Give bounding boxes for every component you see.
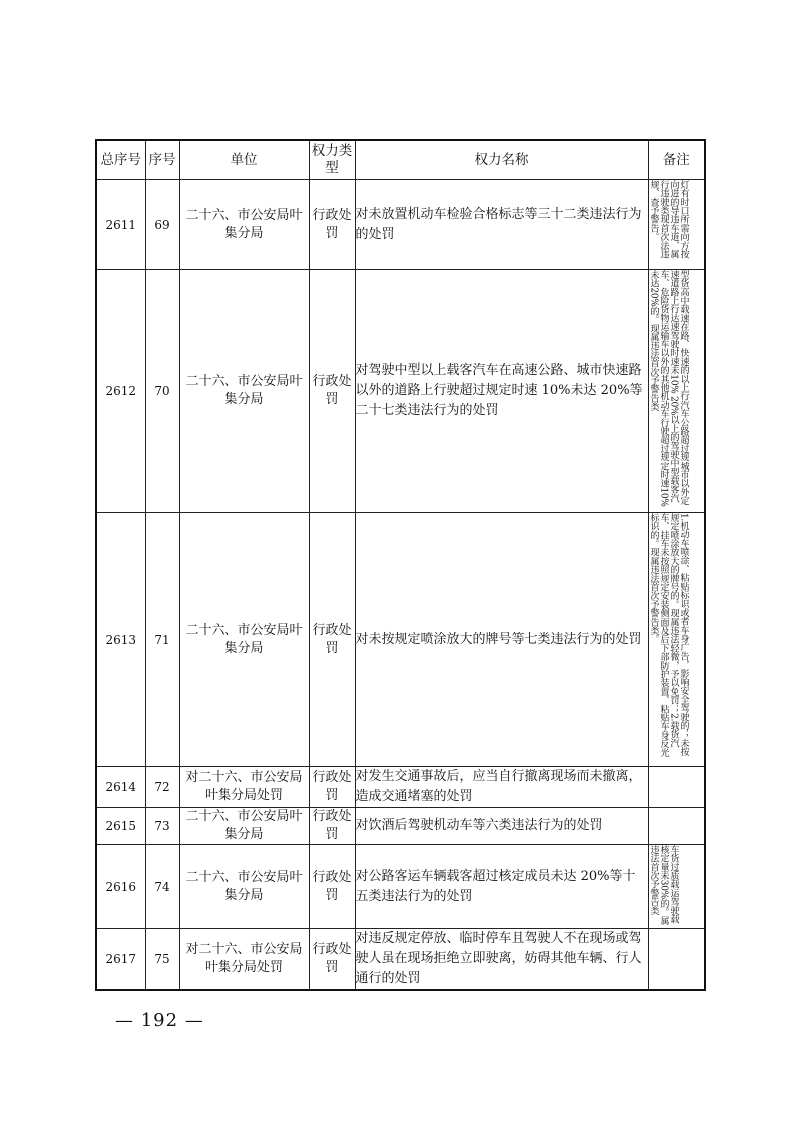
seq-no-cell: 69 bbox=[145, 180, 179, 270]
power-name-cell: 对驾驶中型以上载客汽车在高速公路、城市快速路以外的道路上行驶超过规定时速 10%未达 20%等二十七类违法行为的处罚 bbox=[355, 270, 648, 513]
seq-no-cell: 71 bbox=[145, 513, 179, 767]
table-row bbox=[96, 767, 705, 808]
power-list-table bbox=[95, 139, 706, 991]
remark-text: 型货高中载速在路、快速的以上行汽车公路超过规城市以外定速道路上行达速驾驶时速未10% 20%以上的驾驶中型载客汽车、危险货物运输车以外的其他机动车行驶超过规定时速10%未达20%的。现属违法首次予警告类 bbox=[648, 270, 689, 507]
table-row bbox=[96, 808, 705, 845]
header-unit: 单位 bbox=[179, 140, 309, 180]
power-name-cell: 对未放置机动车检验合格标志等三十二类违法行为的处罚 bbox=[355, 180, 648, 270]
table-row bbox=[96, 513, 705, 767]
remark-cell bbox=[648, 270, 705, 513]
total-no-cell: 2617 bbox=[96, 929, 145, 991]
unit-cell: 二十六、市公安局叶集分局 bbox=[179, 808, 309, 845]
unit-cell: 二十六、市公安局叶集分局 bbox=[179, 513, 309, 767]
total-no-cell: 2611 bbox=[96, 180, 145, 270]
power-name-cell: 对发生交通事故后，应当自行撤离现场而未撤离，造成交通堵塞的处罚 bbox=[355, 767, 648, 808]
power-name-cell: 对公路客运车辆载客超过核定成员未达 20%等十五类违法行为的处罚 bbox=[355, 845, 648, 929]
header-power-type: 权力类型 bbox=[309, 140, 355, 180]
table-row bbox=[96, 270, 705, 513]
remark-text: 车货过质载运驾驶载核定量未30%的。属违法首次予警告类 bbox=[648, 845, 679, 926]
header-seq-no: 序号 bbox=[145, 140, 179, 180]
seq-no-cell: 70 bbox=[145, 270, 179, 513]
unit-cell: 对二十六、市公安局叶集分局处罚 bbox=[179, 929, 309, 991]
seq-no-cell: 74 bbox=[145, 845, 179, 929]
power-name-cell: 对违反规定停放、临时停车且驾驶人不在现场或驾驶人虽在现场拒绝立即驶离，妨碍其他车辆、行人通行的处罚 bbox=[355, 929, 648, 991]
table-row bbox=[96, 180, 705, 270]
header-power-name: 权力名称 bbox=[355, 140, 648, 180]
page-number: — 192 — bbox=[115, 1010, 204, 1031]
remark-cell bbox=[648, 845, 705, 929]
total-no-cell: 2615 bbox=[96, 808, 145, 845]
remark-cell bbox=[648, 180, 705, 270]
unit-cell: 二十六、市公安局叶集分局 bbox=[179, 845, 309, 929]
power-name-cell: 对饮酒后驾驶机动车等六类违法行为的处罚 bbox=[355, 808, 648, 845]
total-no-cell: 2616 bbox=[96, 845, 145, 929]
power-type-cell: 行政处罚 bbox=[309, 845, 355, 929]
remark-text: 灯有时口所需向方按向进的导违车道、属行违驶类现首次法违规、查予警告。 bbox=[648, 180, 689, 259]
power-name-cell: 对未按规定喷涂放大的牌号等七类违法行为的处罚 bbox=[355, 513, 648, 767]
seq-no-cell: 75 bbox=[145, 929, 179, 991]
remark-cell bbox=[648, 513, 705, 767]
power-type-cell: 行政处罚 bbox=[309, 513, 355, 767]
remark-cell bbox=[648, 808, 705, 845]
total-no-cell: 2613 bbox=[96, 513, 145, 767]
remark-text: 1.机动车喷涂、粘贴标识或者车身广告，影响安全驾驶的；未按规定喷涂放大的牌号的。现属违法轻微，予以免罚；2.载货汽车、挂车未按照规定安装侧面及后下部防护装置、粘贴车身反光标识的。现属违法首次予警告类。 bbox=[648, 513, 689, 757]
power-type-cell: 行政处罚 bbox=[309, 808, 355, 845]
table-row bbox=[96, 845, 705, 929]
header-remark: 备注 bbox=[648, 140, 705, 180]
total-no-cell: 2614 bbox=[96, 767, 145, 808]
unit-cell: 二十六、市公安局叶集分局 bbox=[179, 270, 309, 513]
power-type-cell: 行政处罚 bbox=[309, 767, 355, 808]
power-type-cell: 行政处罚 bbox=[309, 180, 355, 270]
unit-cell: 二十六、市公安局叶集分局 bbox=[179, 180, 309, 270]
table-header-row bbox=[96, 140, 705, 180]
seq-no-cell: 73 bbox=[145, 808, 179, 845]
unit-cell: 对二十六、市公安局叶集分局处罚 bbox=[179, 767, 309, 808]
total-no-cell: 2612 bbox=[96, 270, 145, 513]
remark-cell bbox=[648, 767, 705, 808]
power-type-cell: 行政处罚 bbox=[309, 929, 355, 991]
power-type-cell: 行政处罚 bbox=[309, 270, 355, 513]
table-row bbox=[96, 929, 705, 991]
seq-no-cell: 72 bbox=[145, 767, 179, 808]
remark-cell bbox=[648, 929, 705, 991]
header-total-no: 总序号 bbox=[96, 140, 145, 180]
